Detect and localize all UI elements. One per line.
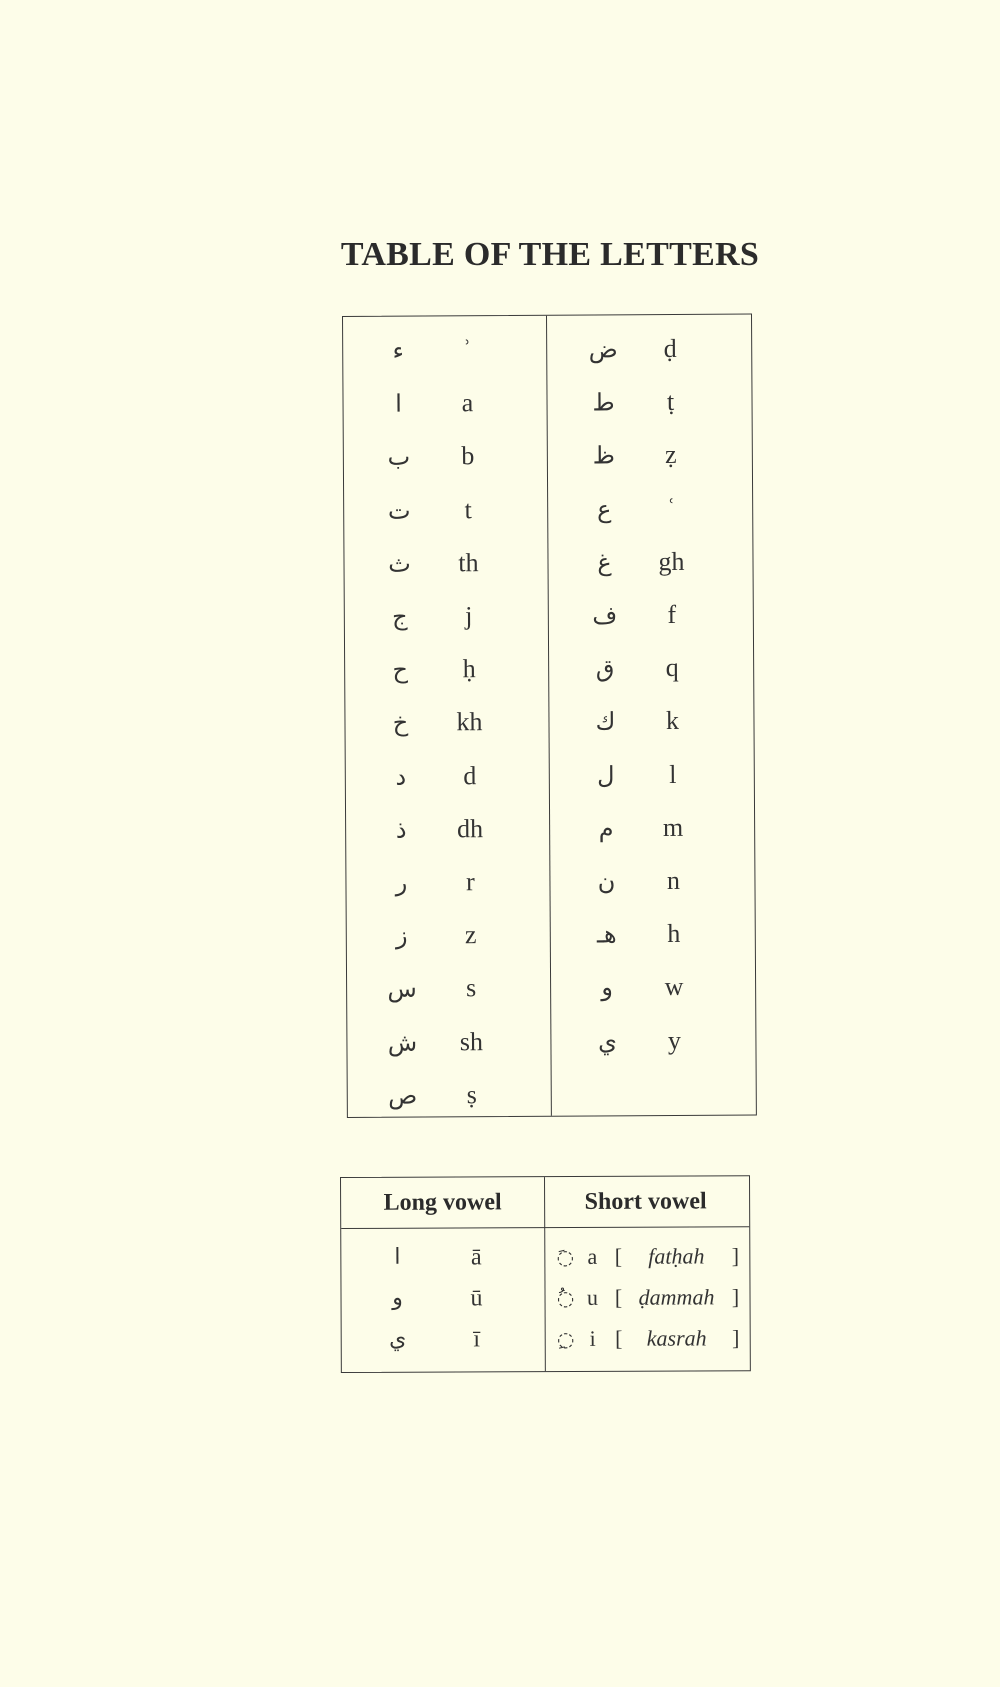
short-vowel-latin: i [589,1325,596,1351]
letter-row [344,489,544,530]
arabic-letter: ء [392,336,404,365]
long-vowel-arabic: و [392,1285,403,1311]
arabic-letter: ك [595,707,616,736]
letter-row [548,329,748,370]
letter-row [550,701,750,742]
vowel-table [340,1175,751,1373]
letter-row [345,596,545,637]
long-vowel-arabic: ا [394,1244,401,1270]
arabic-letter: م [598,814,614,843]
arabic-letter: و [601,973,613,1002]
transliteration: ḥ [462,654,476,684]
transliteration: d [463,760,477,790]
transliteration: h [667,919,681,949]
vowel-row [341,1236,749,1278]
arabic-letter: ب [387,442,411,472]
transliteration: y [667,1025,682,1055]
short-vowel-mark: ◌ُ [556,1285,575,1311]
transliteration: ṭ [666,387,675,417]
letter-row [549,435,749,476]
transliteration: n [666,865,681,896]
letter-row [552,1020,752,1061]
letter-row [347,915,547,956]
arabic-letter: ر [395,868,408,897]
letter-row [551,807,751,848]
letter-row [548,382,748,423]
long-vowel-latin: ā [470,1244,482,1271]
arabic-letter: ن [597,867,616,896]
letter-row [344,543,544,584]
vowel-row [342,1318,750,1360]
bracket-open: [ [614,1325,623,1351]
letter-row [344,436,544,477]
letter-row [552,914,752,955]
letter-row [343,330,543,371]
transliteration: a [461,388,474,418]
letter-row [549,541,749,582]
arabic-letter: س [387,974,417,1004]
short-vowel-latin: a [587,1243,598,1269]
letter-row [347,1021,547,1062]
letter-row [551,754,751,795]
page-title: TABLE OF THE LETTERS [340,236,760,273]
bracket-open: [ [614,1284,623,1310]
transliteration: gh [658,546,685,576]
transliteration: t [464,494,472,524]
transliteration: dh [457,813,484,844]
letter-row [345,702,545,743]
transliteration: s [465,973,477,1003]
arabic-letter: ز [395,921,408,950]
transliteration: m [662,812,684,842]
arabic-letter: ق [595,654,615,683]
letter-row [345,649,545,690]
arabic-letter: ص [388,1081,418,1110]
transliteration: ẓ [664,440,677,470]
letter-row [346,755,546,796]
letter-row [550,648,750,689]
arabic-letter: ي [597,1026,617,1056]
bracket-close: ] [731,1284,740,1310]
arabic-letter: ط [592,388,615,417]
letter-row [550,595,750,636]
short-vowel-latin: u [586,1284,599,1310]
transliteration: w [664,972,684,1002]
arabic-letter: ج [392,602,408,631]
transliteration: ṣ [466,1079,477,1110]
arabic-letter: خ [392,708,409,738]
transliteration: b [461,441,475,471]
letter-row [348,1075,548,1116]
letters-table [342,313,757,1117]
transliteration: k [665,706,680,736]
bracket-close: ] [731,1325,740,1351]
arabic-letter: ل [597,760,615,790]
long-vowel-arabic: ي [389,1326,407,1352]
transliteration: th [458,547,479,578]
transliteration: q [665,653,679,683]
transliteration: sh [459,1026,484,1056]
short-vowel-name: fatḥah [648,1243,705,1269]
short-vowel-mark: ◌َ [556,1244,575,1270]
bracket-open: [ [614,1243,623,1269]
transliteration: f [667,599,677,630]
arabic-letter: هـ [596,920,617,949]
long-vowel-latin: ū [470,1285,483,1312]
arabic-letter: ت [387,496,411,525]
transliteration: ʿ [666,493,676,523]
transliteration: ḍ [663,333,677,364]
arabic-letter: ظ [592,441,616,470]
arabic-letter: ض [588,335,618,364]
transliteration: j [465,601,473,631]
letter-row [343,383,543,424]
transliteration: l [669,759,677,789]
transliteration: z [464,920,477,950]
arabic-letter: ش [387,1028,418,1057]
short-vowel-name: ḍammah [638,1284,715,1310]
letter-row [551,861,751,902]
arabic-letter: د [395,762,407,791]
transliteration: kh [456,707,483,737]
arabic-letter: ث [388,549,411,578]
letter-row [549,488,749,529]
arabic-letter: ف [592,601,618,630]
letters-column-right [548,315,753,1116]
vowel-row [341,1277,749,1319]
letter-row [552,967,752,1008]
arabic-letter: ا [395,389,402,418]
letter-row [346,862,546,903]
transliteration: ʾ [462,335,472,365]
short-vowel-mark: ◌ِ [556,1326,575,1352]
long-vowel-latin: ī [473,1326,481,1353]
short-vowel-name: kasrah [646,1325,707,1351]
arabic-letter: ح [392,655,408,684]
letter-row [347,968,547,1009]
arabic-letter: ذ [395,815,407,844]
bracket-close: ] [731,1243,740,1269]
long-vowel-header: Long vowel [383,1189,502,1216]
letter-row [346,809,546,850]
arabic-letter: غ [597,548,612,577]
short-vowel-header: Short vowel [584,1188,707,1215]
transliteration: r [466,867,475,897]
arabic-letter: ع [596,494,612,524]
